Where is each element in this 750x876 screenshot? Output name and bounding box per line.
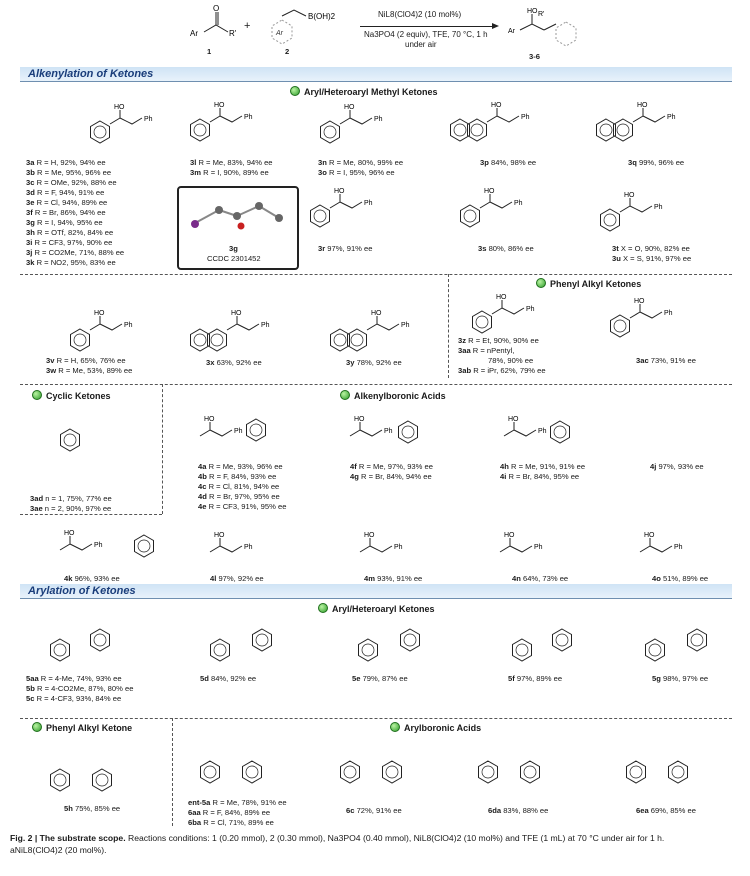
compound-result: 97%, 91% ee: [325, 244, 373, 253]
subsection-aryl-methyl: Aryl/Heteroaryl Methyl Ketones: [290, 86, 438, 98]
compound-result: R = I, 90%, 89% ee: [200, 168, 269, 177]
compound-entry-6d: [488, 806, 548, 816]
benzene-ring: [451, 119, 470, 141]
compound-result: 97%, 93% ee: [656, 462, 704, 471]
benzene-ring: [311, 205, 330, 227]
benzene-ring: [359, 639, 378, 661]
compound-label: 3p: [480, 158, 489, 167]
compound-result: 78%, 92% ee: [354, 358, 402, 367]
compound-entry-3v: [46, 356, 126, 366]
compound-result: 99%, 96% ee: [636, 158, 685, 167]
compound-label: 3m: [190, 168, 201, 177]
benzene-ring: [341, 761, 360, 783]
compound-entry-6b: [188, 818, 274, 828]
benzene-ring: [321, 121, 340, 143]
compound-entry-3e: [26, 198, 107, 208]
compound-label: 5d: [200, 674, 209, 683]
compound-result: R = iPr, 62%, 79% ee: [471, 366, 546, 375]
compound-label: 3r: [318, 244, 326, 253]
compound-label: 4g: [350, 472, 359, 481]
compound-label: 3h: [26, 228, 35, 237]
compound-entry-4n: [512, 574, 568, 584]
compound-result: 93%, 91% ee: [374, 574, 423, 583]
compound-label: 4k: [64, 574, 73, 583]
compound-result: R = OTf, 82%, 84% ee: [34, 228, 114, 237]
xray-structure-box: [177, 186, 299, 270]
compound-result: 96%, 93% ee: [72, 574, 120, 583]
compound-entry-3w: [46, 366, 132, 376]
compound-label: 5g: [652, 674, 661, 683]
benzene-ring: [473, 311, 492, 333]
compound-result: R = Cl, 81%, 94% ee: [206, 482, 280, 491]
compound-result: R = NO2, 95%, 83% ee: [34, 258, 116, 267]
product-label: 3-6: [529, 52, 540, 61]
svg-text:Ar: Ar: [276, 30, 283, 37]
compound-entry-4l: [210, 574, 264, 584]
benzene-ring: [461, 205, 480, 227]
section-alkenylation: Alkenylation of Ketones: [20, 67, 732, 82]
svg-text:Ar: Ar: [190, 29, 198, 38]
compound-entry-4f: [350, 462, 433, 472]
compound-entry-4i: [500, 472, 579, 482]
compound-label: 3y: [346, 358, 355, 367]
compound-entry-5g: [652, 674, 708, 684]
compound-label: 3z: [458, 336, 467, 345]
compound-label: 4b: [198, 472, 207, 481]
compound-entry-5a: [26, 674, 122, 684]
benzene-ring: [211, 639, 230, 661]
benzene-ring: [597, 119, 616, 141]
compound-result: R = CF3, 91%, 95% ee: [206, 502, 287, 511]
compound-entry-3u: [612, 254, 691, 264]
compound-entry-4j: [650, 462, 704, 472]
xray-label: 3g: [229, 244, 238, 253]
compound-label: 4n: [512, 574, 521, 583]
compound-entry-3d: [26, 188, 104, 198]
compound-entry-5d: [200, 674, 256, 684]
compound-result: R = CF3, 97%, 90% ee: [32, 238, 113, 247]
compound-label: 5b: [26, 684, 35, 693]
compound-entry-3g: [26, 218, 103, 228]
compound-result: 78%, 90% ee: [488, 356, 534, 365]
compound-label: 3ae: [30, 504, 43, 513]
compound-entry-3k: [26, 258, 116, 268]
compound-entry-3c: [26, 178, 117, 188]
compound-label: 3t: [612, 244, 619, 253]
benzene-ring: [201, 761, 220, 783]
compound-label: 6da: [488, 806, 502, 815]
compound-entry-5c: [26, 694, 121, 704]
benzene-ring: [191, 329, 210, 351]
compound-result: R = Me, 93%, 96% ee: [206, 462, 283, 471]
compound-entry-4m: [364, 574, 422, 584]
benzene-ring: [627, 761, 646, 783]
compound-label: 5c: [26, 694, 35, 703]
compound-label: 3f: [26, 208, 33, 217]
subsection-arylboronic: Arylboronic Acids: [390, 722, 481, 734]
benzene-ring: [61, 429, 80, 451]
compound-label: 3ab: [458, 366, 472, 375]
compound-result: 63%, 92% ee: [214, 358, 262, 367]
compound-label: 6ea: [636, 806, 649, 815]
compound-result: R = F, 84%, 93% ee: [206, 472, 277, 481]
compound-entry-3z: [458, 336, 539, 346]
compound-result: R = Me, 83%, 94% ee: [196, 158, 273, 167]
compound-entry-3ab: [458, 366, 546, 376]
compound-result: 73%, 91% ee: [648, 356, 696, 365]
compound-entry-4e: [198, 502, 286, 512]
compound-label: 4a: [198, 462, 207, 471]
compound-result: R = Br, 84%, 94% ee: [358, 472, 432, 481]
compound-entry-3p: [480, 158, 536, 168]
compound-result: 72%, 91% ee: [354, 806, 402, 815]
compound-label: 3o: [318, 168, 327, 177]
compound-result: R = I, 95%, 96% ee: [326, 168, 395, 177]
benzene-ring: [91, 121, 110, 143]
compound-result: R = Cl, 71%, 89% ee: [201, 818, 274, 827]
svg-text:O: O: [213, 4, 220, 13]
figure-caption: [10, 832, 740, 856]
compound-label: 6c: [346, 806, 355, 815]
compound-label: 4c: [198, 482, 207, 491]
compound-entry-3y: [346, 358, 402, 368]
compound-label: 5f: [508, 674, 515, 683]
compound-result: R = 4-CF3, 93%, 84% ee: [34, 694, 122, 703]
compound-result: 69%, 85% ee: [648, 806, 696, 815]
compound-result: n = 1, 75%, 77% ee: [43, 494, 112, 503]
compound-label: 4o: [652, 574, 661, 583]
compound-label: 3aa: [458, 346, 471, 355]
compound-label: 3x: [206, 358, 215, 367]
compound-result: X = O, 90%, 82% ee: [618, 244, 690, 253]
compound-result: 84%, 92% ee: [208, 674, 257, 683]
compound-label: 3c: [26, 178, 35, 187]
benzene-ring: [601, 209, 620, 231]
compound-result: 83%, 88% ee: [501, 806, 549, 815]
compound-result: 80%, 86% ee: [486, 244, 534, 253]
compound-label: 3u: [612, 254, 621, 263]
compound-entry-4a: [198, 462, 283, 472]
plus-sign: +: [244, 20, 251, 32]
benzene-ring: [331, 329, 350, 351]
compound-result: R = OMe, 92%, 88% ee: [34, 178, 117, 187]
compound-entry-4h: [500, 462, 585, 472]
benzene-ring: [135, 535, 154, 557]
compound-label: 3q: [628, 158, 637, 167]
compound-entry-ent5a: [188, 798, 287, 808]
compound-result: R = Cl, 94%, 89% ee: [34, 198, 108, 207]
compound-label: 3w: [46, 366, 57, 375]
compound-entry-6a: [188, 808, 270, 818]
subsection-cyclic: Cyclic Ketones: [32, 390, 111, 402]
compound-result: R = CO2Me, 71%, 88% ee: [32, 248, 125, 257]
compound-label: 4m: [364, 574, 375, 583]
compound-entry-4c: [198, 482, 279, 492]
compound-result: R = Br, 86%, 94% ee: [32, 208, 106, 217]
compound-result: R = F, 84%, 89% ee: [200, 808, 271, 817]
base-condition: Na3PO4 (2 equiv), TFE, 70 °C, 1 h: [364, 30, 488, 39]
compound-entry-3h: [26, 228, 113, 238]
svg-text:Ar: Ar: [508, 28, 515, 35]
compound-result: R = Me, 97%, 93% ee: [356, 462, 433, 471]
crystal-structure-image: [179, 188, 297, 248]
benzene-ring: [551, 421, 570, 443]
compound-entry-3r: [318, 244, 372, 254]
compound-entry-3l: [190, 158, 273, 168]
benzene-ring: [479, 761, 498, 783]
compound-result: 84%, 98% ee: [488, 158, 537, 167]
compound-entry-4b: [198, 472, 276, 482]
compound-label: 3v: [46, 356, 55, 365]
compound-result: R = H, 92%, 94% ee: [34, 158, 106, 167]
compound-label: 3s: [478, 244, 487, 253]
subsection-phenyl-alkyl: Phenyl Alkyl Ketones: [536, 278, 641, 290]
compound-result: R = Et, 90%, 90% ee: [466, 336, 539, 345]
compound-result: R = Br, 84%, 95% ee: [506, 472, 580, 481]
compound-label: 6aa: [188, 808, 201, 817]
compound-label: 4l: [210, 574, 217, 583]
compound-result: n = 2, 90%, 97% ee: [42, 504, 112, 513]
svg-text:R': R': [538, 11, 545, 18]
compound-entry-4d: [198, 492, 280, 502]
svg-text:HO: HO: [527, 8, 538, 15]
compound-label: 4j: [650, 462, 657, 471]
compound-label: 3j: [26, 248, 33, 257]
svg-text:R': R': [229, 29, 237, 38]
compound-result: R = 4-Me, 74%, 93% ee: [38, 674, 122, 683]
compound-label: 4d: [198, 492, 207, 501]
compound-entry-3aa2: [488, 356, 533, 366]
benzene-ring: [513, 639, 532, 661]
compound-entry-3a: [26, 158, 106, 168]
reactant-2-label: 2: [285, 47, 290, 56]
compound-result: 98%, 97% ee: [660, 674, 709, 683]
compound-entry-3i: [26, 238, 112, 248]
subsection-aryl-het: Aryl/Heteroaryl Ketones: [318, 603, 435, 615]
compound-entry-5f: [508, 674, 562, 684]
compound-label: 3g: [26, 218, 35, 227]
section-arylation: Arylation of Ketones: [20, 584, 732, 599]
compound-result: 97%, 92% ee: [216, 574, 264, 583]
compound-entry-5b: [26, 684, 133, 694]
compound-label: 5aa: [26, 674, 39, 683]
compound-label: 4e: [198, 502, 207, 511]
compound-entry-3ae: [30, 504, 111, 514]
compound-entry-3q: [628, 158, 684, 168]
catalyst-condition: NiL8(ClO4)2 (10 mol%): [378, 10, 462, 19]
benzene-ring: [191, 119, 210, 141]
compound-entry-3b: [26, 168, 111, 178]
compound-result: R = 4-CO2Me, 87%, 80% ee: [34, 684, 134, 693]
compound-label: 3n: [318, 158, 327, 167]
benzene-ring: [611, 315, 630, 337]
compound-result: R = Br, 97%, 95% ee: [206, 492, 280, 501]
compound-entry-3f: [26, 208, 106, 218]
ccdc-number: CCDC 2301452: [207, 254, 261, 263]
compound-label: 6ba: [188, 818, 202, 827]
compound-label: 3ad: [30, 494, 44, 503]
compound-label: 3d: [26, 188, 35, 197]
benzene-ring: [71, 329, 90, 351]
reactant-1-label: 1: [207, 47, 212, 56]
compound-entry-3ad: [30, 494, 112, 504]
subsection-phenyl-alkyl-single: Phenyl Alkyl Ketone: [32, 722, 132, 734]
compound-entry-6c: [346, 806, 402, 816]
benzene-ring: [247, 419, 266, 441]
compound-label: 3ac: [636, 356, 649, 365]
compound-result: R = Me, 91%, 91% ee: [508, 462, 586, 471]
caption-footnote: aNiL8(ClO4)2 (20 mol%).: [10, 845, 107, 855]
benzene-ring: [646, 639, 665, 661]
compound-entry-3o: [318, 168, 395, 178]
compound-entry-3s: [478, 244, 534, 254]
compound-result: R = nPentyl,: [470, 346, 515, 355]
compound-label: 3i: [26, 238, 33, 247]
compound-result: 51%, 89% ee: [660, 574, 709, 583]
compound-entry-4g: [350, 472, 432, 482]
compound-entry-3n: [318, 158, 403, 168]
benzene-ring: [399, 421, 418, 443]
compound-label: 5h: [64, 804, 73, 813]
subsection-alkenylboronic: Alkenylboronic Acids: [340, 390, 446, 402]
compound-entry-3aa: [458, 346, 514, 356]
compound-label: 3l: [190, 158, 197, 167]
compound-entry-5e: [352, 674, 408, 684]
caption-title: Fig. 2 | The substrate scope.: [10, 833, 126, 843]
compound-entry-5h: [64, 804, 120, 814]
compound-entry-3j: [26, 248, 124, 258]
compound-label: 4h: [500, 462, 509, 471]
compound-label: 4f: [350, 462, 357, 471]
compound-entry-4o: [652, 574, 708, 584]
compound-entry-3t: [612, 244, 690, 254]
compound-entry-3ac: [636, 356, 696, 366]
compound-result: 75%, 85% ee: [72, 804, 121, 813]
compound-result: R = Me, 80%, 99% ee: [326, 158, 404, 167]
compound-label: ent-5a: [188, 798, 211, 807]
compound-result: 79%, 87% ee: [360, 674, 408, 683]
compound-result: R = I, 94%, 95% ee: [34, 218, 103, 227]
compound-label: 3a: [26, 158, 35, 167]
compound-label: 5e: [352, 674, 361, 683]
compound-result: 64%, 73% ee: [520, 574, 569, 583]
compound-result: R = Me, 78%, 91% ee: [210, 798, 287, 807]
compound-label: 3e: [26, 198, 35, 207]
benzene-ring: [51, 769, 70, 791]
compound-result: X = S, 91%, 97% ee: [620, 254, 692, 263]
compound-entry-3x: [206, 358, 262, 368]
compound-result: R = H, 65%, 76% ee: [54, 356, 126, 365]
compound-result: R = Me, 53%, 89% ee: [56, 366, 133, 375]
benzene-ring: [51, 639, 70, 661]
compound-entry-3m: [190, 168, 269, 178]
caption-text: Reactions conditions: 1 (0.20 mmol), 2 (0.30 mmol), Na3PO4 (0.40 mmol), NiL8(ClO4)2 (10 mol%) and TFE (1 mL) at 70 °C under air for 1 h.: [127, 833, 665, 843]
compound-result: R = F, 94%, 91% ee: [34, 188, 105, 197]
air-condition: under air: [405, 40, 437, 49]
compound-result: 97%, 89% ee: [514, 674, 563, 683]
compound-result: R = Me, 95%, 96% ee: [34, 168, 112, 177]
compound-label: 4i: [500, 472, 507, 481]
compound-label: 3b: [26, 168, 35, 177]
compound-entry-6e: [636, 806, 696, 816]
compound-label: 3k: [26, 258, 35, 267]
svg-text:B(OH)2: B(OH)2: [308, 12, 336, 21]
compound-entry-4k: [64, 574, 120, 584]
